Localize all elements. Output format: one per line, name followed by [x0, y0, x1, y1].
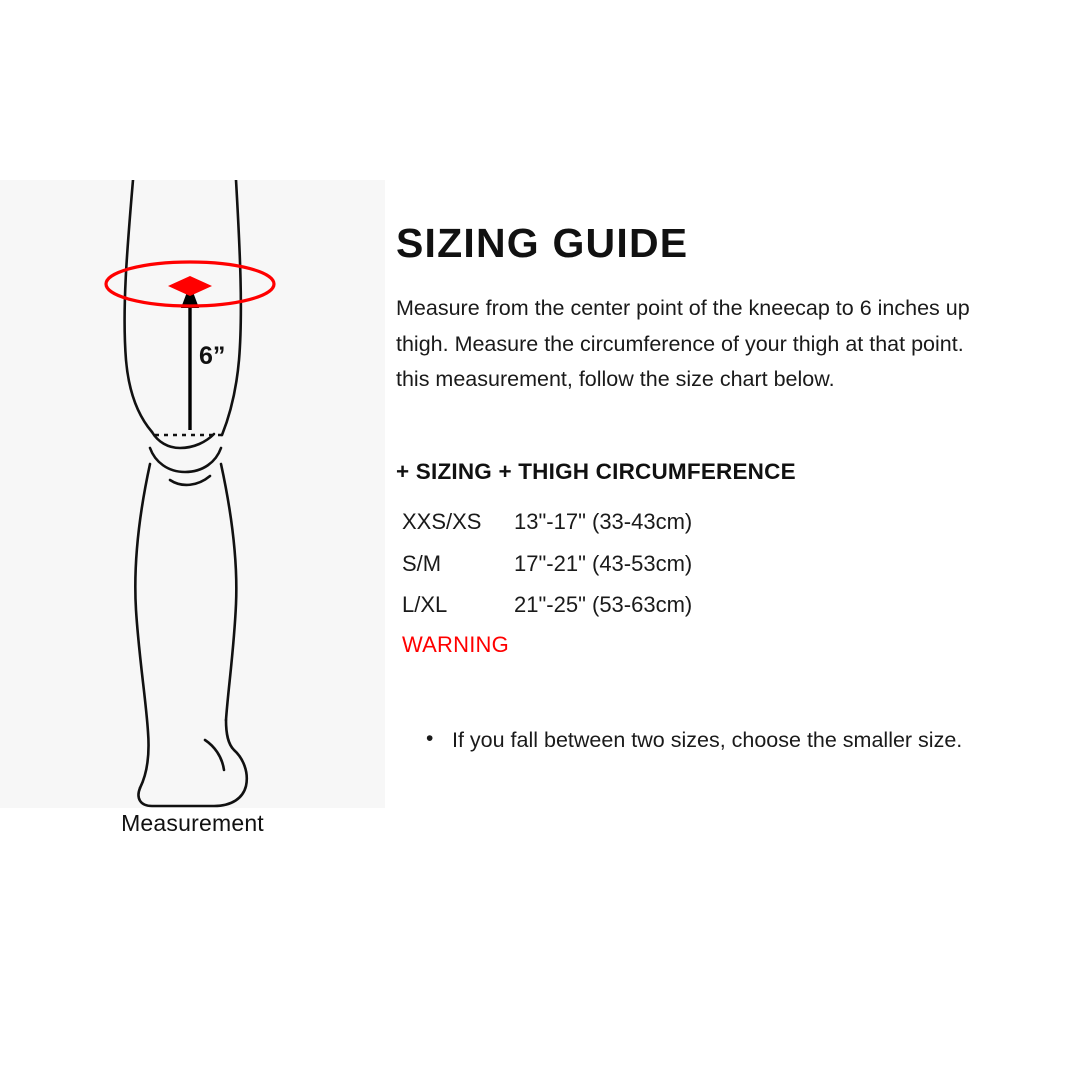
intro-paragraph [396, 291, 1076, 397]
size-label: S/M [402, 550, 442, 576]
note-text: If you fall between two sizes, choose the smaller size. [452, 727, 963, 752]
table-row [396, 584, 692, 626]
circumference-value: 13"-17" (33-43cm) [514, 509, 693, 535]
size-chart-heading: + SIZING + THIGH CIRCUMFERENCE [396, 459, 796, 485]
measurement-length-label: 6” [199, 342, 226, 370]
size-label: XXS/XS [402, 509, 482, 535]
list-item [426, 724, 1056, 756]
table-row [396, 543, 692, 585]
circumference-value: 17"-21" (43-53cm) [514, 550, 693, 576]
intro-line-2: thigh. Measure the circumference of your thigh at that point. [396, 331, 964, 356]
leg-measurement-illustration [0, 180, 385, 808]
size-chart-table [396, 501, 692, 626]
circumference-value: 21"-25" (53-63cm) [514, 592, 693, 618]
table-row [396, 501, 692, 543]
page-title: SIZING GUIDE [396, 220, 689, 266]
circumference-arrowheads [168, 276, 212, 296]
illustration-caption: Measurement [121, 810, 264, 836]
leg-diagram-svg [0, 180, 385, 808]
size-label: L/XL [402, 592, 448, 618]
warning-label: WARNING [402, 631, 509, 657]
intro-line-1: Measure from the center point of the kneecap to 6 inches up [396, 296, 970, 321]
intro-line-3: this measurement, follow the size chart below. [396, 366, 835, 391]
notes-list [396, 724, 1056, 756]
bullet-icon: • [426, 726, 434, 750]
sizing-guide-content [396, 222, 1056, 756]
